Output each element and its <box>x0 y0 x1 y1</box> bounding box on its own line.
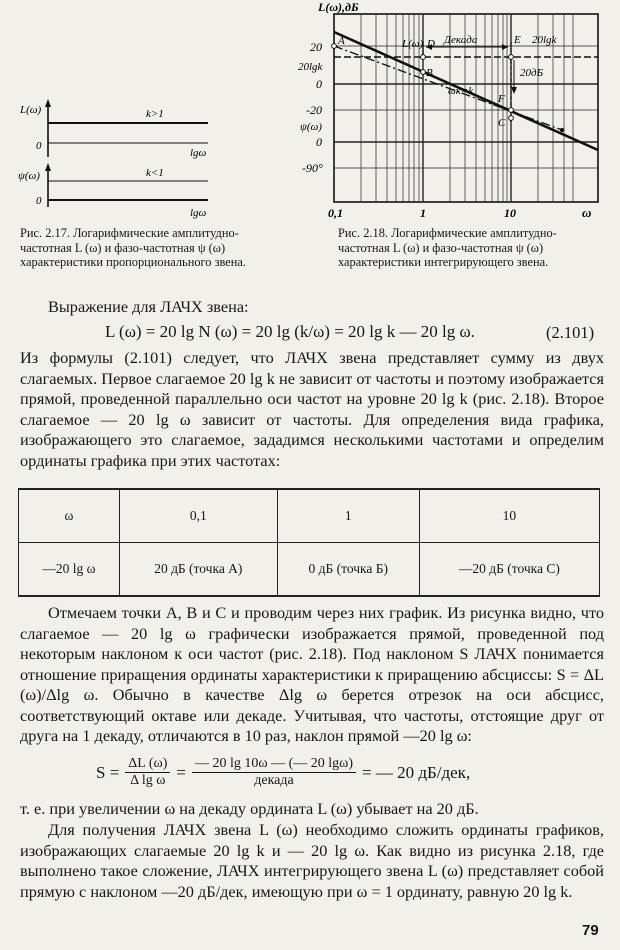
fig217-y-arrow-top <box>45 99 51 107</box>
paragraph-4: Для получения ЛАЧХ звена L (ω) необходимо сложить ординаты графиков, изображающих слагаемые 20 lg k и — 20 lg ω. Как видно из рисунка 2.18, где выполнено такое сложение, ЛАЧХ интегрирующего звена L (ω) представляет собой прямую с наклоном —20 дБ/дек, имеющую при ω = 1 ординату, равную 20 lg k. <box>20 820 604 901</box>
fig218-x-tick-1: 1 <box>420 206 426 220</box>
fig217-x-label-top: lgω <box>190 147 207 159</box>
formula2-f1-num: ΔL (ω) <box>125 756 170 773</box>
fig218-label-a: A <box>338 35 345 47</box>
formula-2-101: L (ω) = 20 lg N (ω) = 20 lg (k/ω) = 20 lg k — 20 lg ω. <box>105 322 475 341</box>
paragraph-3: т. е. при увеличении ω на декаду ордината L (ω) убывает на 20 дБ. <box>20 799 479 818</box>
formula2-lhs: S = <box>96 762 120 782</box>
fig217-k-gt-label: k>1 <box>146 108 164 120</box>
fig218-point-c <box>509 116 514 121</box>
fig218-tick-20: 20 <box>310 40 322 54</box>
fig218-point-a <box>332 44 337 49</box>
fig218-label-L: L(ω) <box>402 38 424 50</box>
fig218-x-axis-omega: ω <box>582 205 592 220</box>
fig218-label-b: B <box>426 67 433 79</box>
values-table <box>18 488 600 597</box>
fig218-label-20db: 20дБ <box>520 67 544 79</box>
fig218-label-d: D <box>427 38 435 50</box>
fig218-y-axis-title: L(ω),дБ <box>318 2 359 14</box>
formula2-rhs: = — 20 дБ/дек, <box>362 762 471 782</box>
table-cell: 0 дБ (точка Б) <box>277 543 419 597</box>
paragraph-2: Отмечаем точки A, B и C и проводим через них график. Из рисунка видно, что слагаемое — 20 lg ω графически изображается прямой, проведенной под некоторым наклоном к оси частот (рис. 2.18). Под наклоном S ЛАЧХ понимается отношение приращения ординаты характеристики к приращению абсциссы: S = ΔL (ω)/Δlg ω. Обычно в качестве Δlg ω берется отрезок на оси абсцисс, соответствующий октаве или декаде. Учитывая, что частоты, отстоящие друг от друга на 1 декаду, отличаются в 10 раз, наклон прямой —20 lg ω: <box>20 603 604 745</box>
fig217-x-label-bottom: lgω <box>190 207 207 219</box>
table-header-row <box>19 489 600 543</box>
fig218-label-e: E <box>514 34 521 46</box>
fig217-zero-top: 0 <box>36 140 42 152</box>
table-cell: 20 дБ (точка A) <box>120 543 278 597</box>
fig218-psi-label: ψ(ω) <box>300 121 322 133</box>
table-cell: —20 lg ω <box>19 543 120 597</box>
table-cell: ω <box>19 489 120 543</box>
page-number: 79 <box>582 922 599 939</box>
fig217-l-label: L(ω) <box>20 104 42 116</box>
formula2-fraction-2 <box>192 756 356 789</box>
formula2-f1-den: Δ lg ω <box>130 773 166 788</box>
fig218-20db-arrowhead <box>511 87 517 94</box>
fig218-point-f <box>509 108 514 113</box>
fig218-label-decade: Декада <box>444 34 478 46</box>
table-cell: 0,1 <box>120 489 278 543</box>
paragraph-1: Из формулы (2.101) следует, что ЛАЧХ звена представляет сумму из двух слагаемых. Первое слагаемое 20 lg k не зависит от частоты и поэтому изображается прямой, проведенной параллельно оси частот на уровне 20 lg k (рис. 2.18). Второе слагаемое — 20 lg ω зависит от частоты. Для определения вида графика, изображающего это слагаемое, зададимся несколькими частотами и определим ординаты графика при этих частотах: <box>20 348 604 470</box>
fig218-point-b <box>421 55 426 60</box>
intro-line: Выражение для ЛАЧХ звена: <box>48 297 249 316</box>
table-cell: —20 дБ (точка C) <box>419 543 599 597</box>
formula-slope <box>96 756 566 789</box>
fig218-label-omega-k: ωк=k <box>448 85 474 97</box>
formula2-eq: = <box>176 762 186 782</box>
fig217-y-arrow-bottom <box>45 163 51 171</box>
fig218-point-e <box>509 55 514 60</box>
fig218-point-d <box>421 70 426 75</box>
figure-2-18 <box>292 2 612 224</box>
fig218-label-20lgk: 20lgk <box>532 34 557 46</box>
fig218-point-dot <box>560 128 563 131</box>
fig217-caption: Рис. 2.17. Логарифмические амплитудно-частотная L (ω) и фазо-частотная ψ (ω) характеристики пропорционального звена. <box>20 226 246 270</box>
fig218-tick-minus20: -20 <box>306 103 322 117</box>
fig217-psi-label: ψ(ω) <box>18 170 40 182</box>
fig218-x-tick-01: 0,1 <box>328 206 343 220</box>
fig218-label-c: C <box>498 117 506 129</box>
figure-2-17 <box>18 95 218 220</box>
table-cell: 10 <box>419 489 599 543</box>
table-cell: 1 <box>277 489 419 543</box>
formula2-f2-num: — 20 lg 10ω — (— 20 lgω) <box>192 756 356 773</box>
formula-number: (2.101) <box>546 323 595 342</box>
fig218-tick-20lgk: 20lgk <box>298 61 323 73</box>
fig217-zero-bottom: 0 <box>36 195 42 207</box>
fig218-caption: Рис. 2.18. Логарифмические амплитудно-частотная L (ω) и фазо-частотная ψ (ω) характеристики интегрирующего звена. <box>338 226 557 270</box>
table-row <box>19 543 600 597</box>
formula2-f2-den: декада <box>254 773 294 788</box>
fig218-label-f: F <box>498 93 505 105</box>
fig218-psi-zero: 0 <box>316 135 322 149</box>
fig218-tick-0: 0 <box>316 77 322 91</box>
formula2-fraction-1 <box>125 756 170 789</box>
fig218-x-tick-10: 10 <box>504 206 516 220</box>
fig217-k-lt-label: k<1 <box>146 167 164 179</box>
fig218-tick-minus90: -90° <box>302 161 323 175</box>
